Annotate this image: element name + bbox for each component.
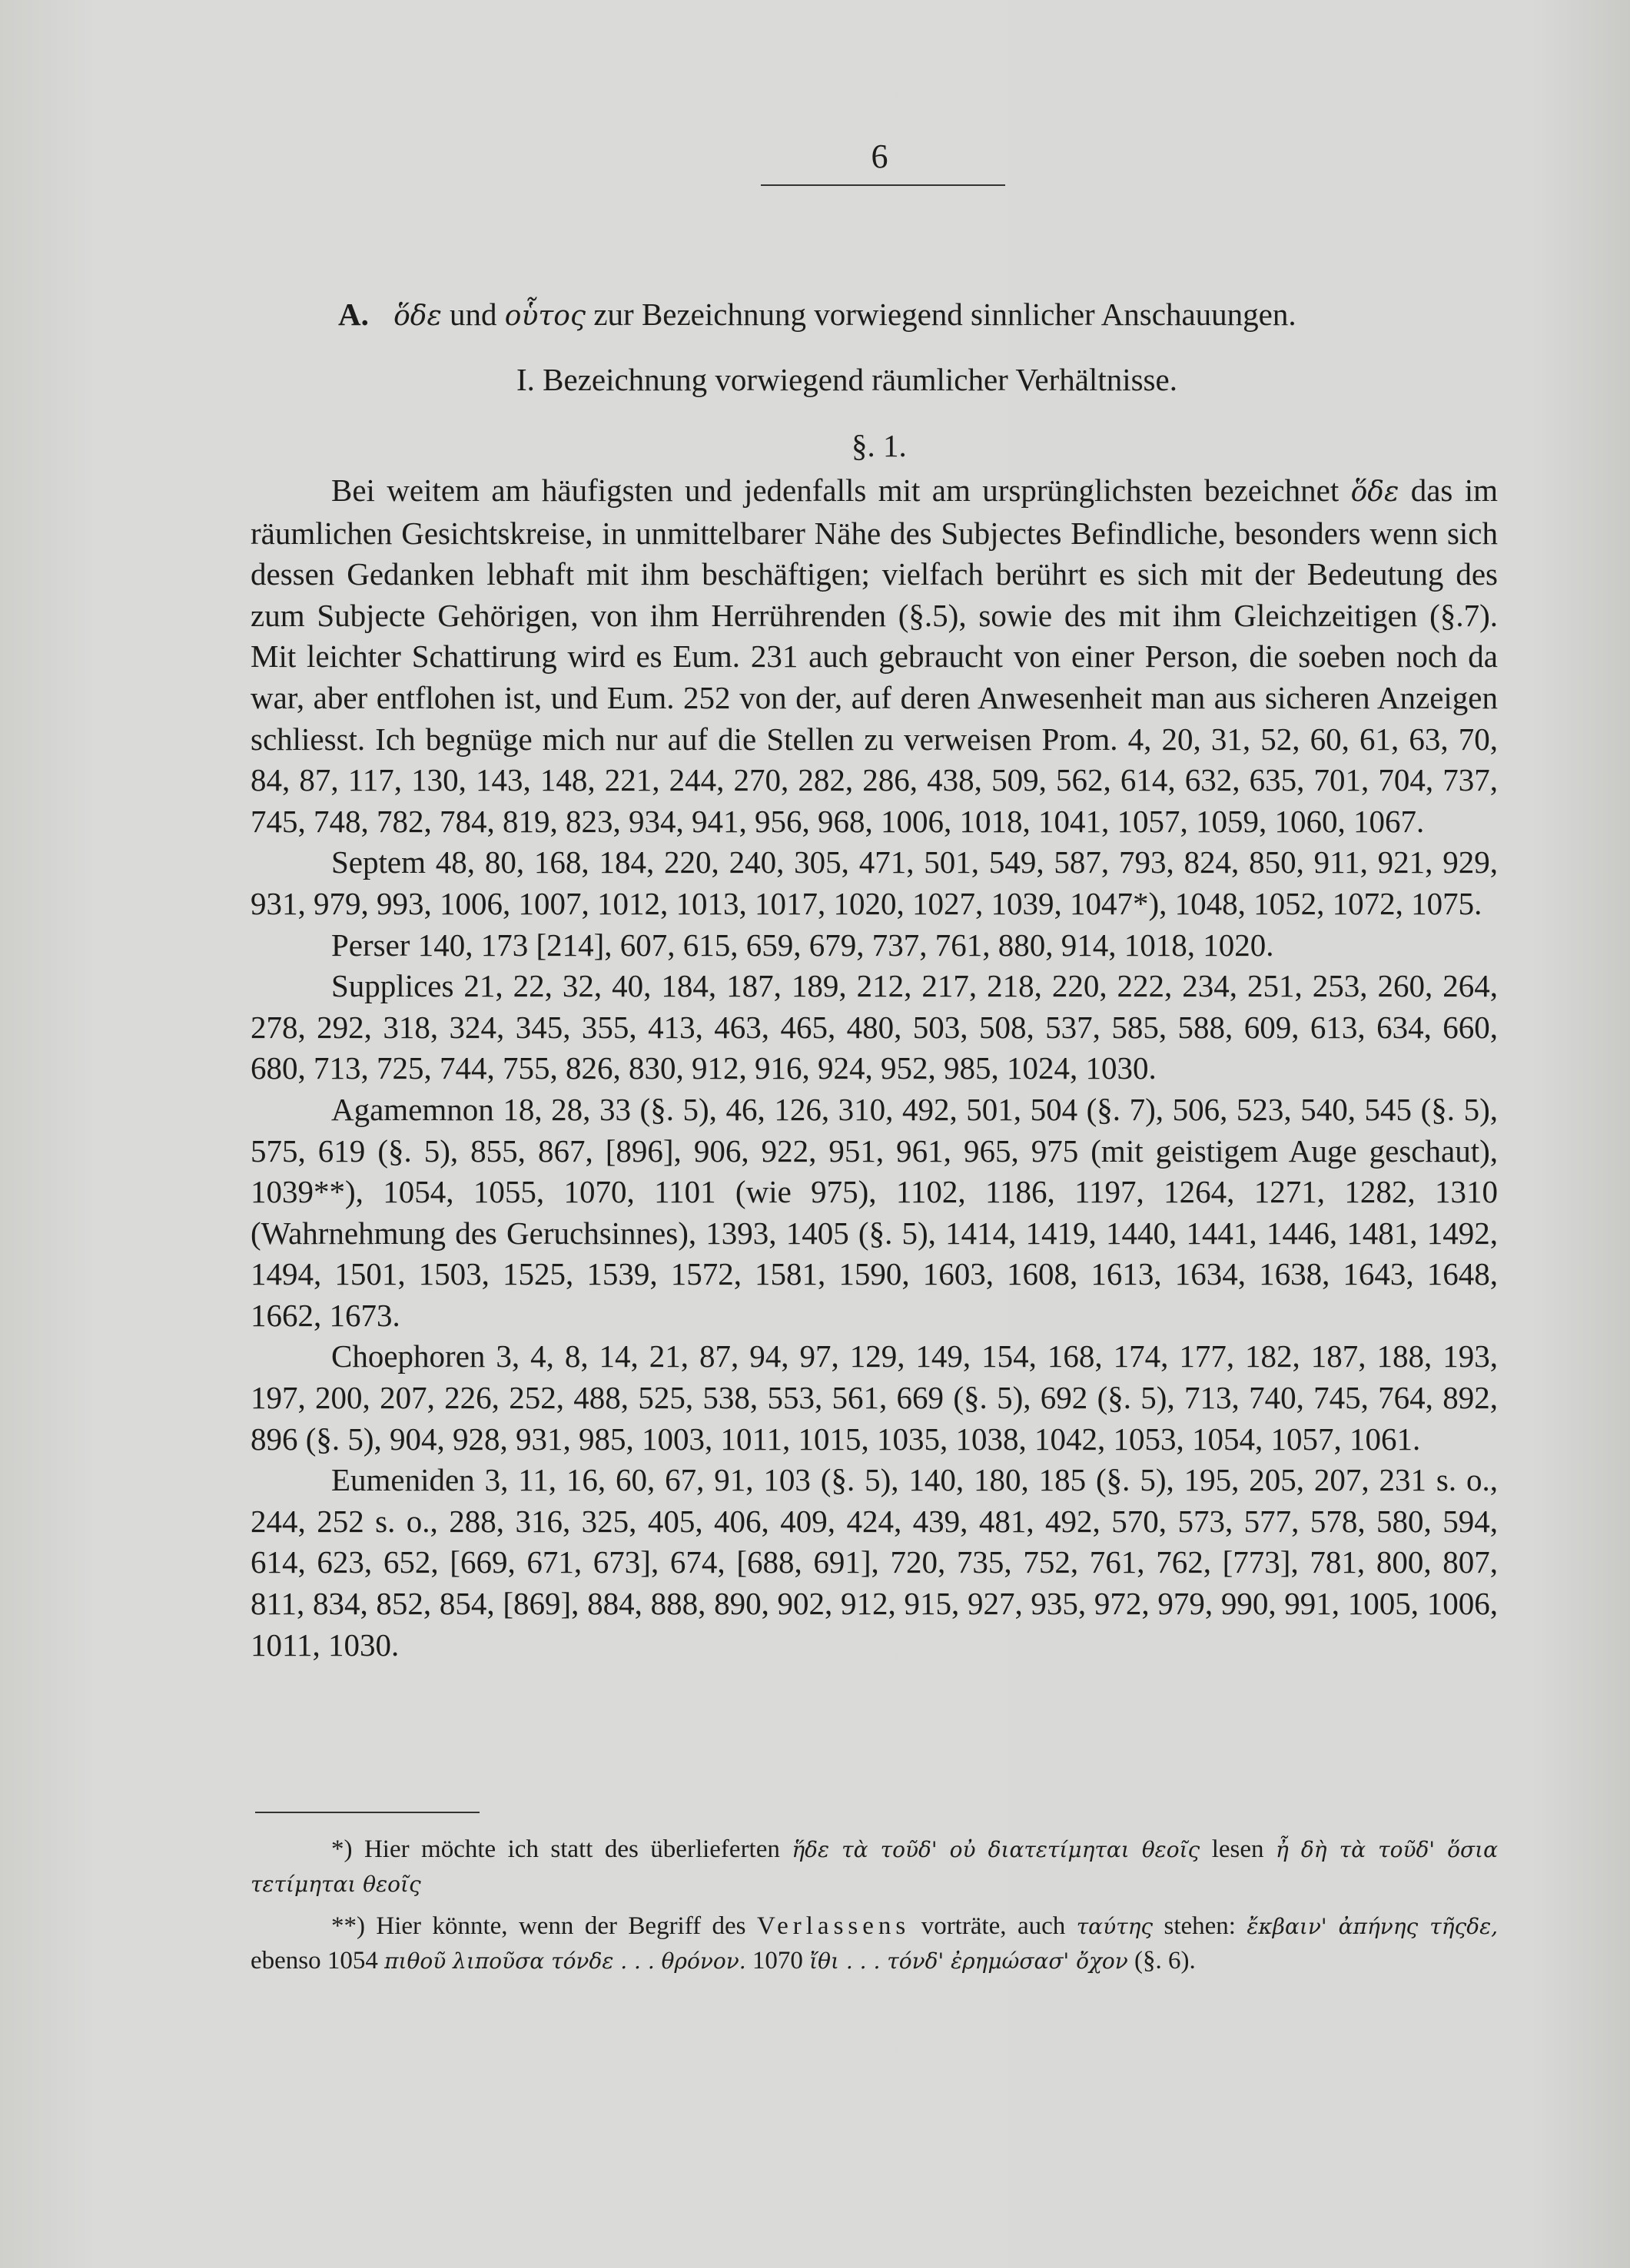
paragraph-agamemnon: Agamemnon 18, 28, 33 (§. 5), 46, 126, 310, 492, 501, 504 (§. 7), 506, 523, 540, 545 (§. 5), 575, 619 (§. 5), 855, 867, [896], 906, 922, 951, 961, 965, 975 (mit geistigem Auge geschaut), 1039**), 1054, 1055, 1070, 1101 (wie 975), 1102, 1186, 1197, 1264, 1271, 1282, 1310 (Wahrnehmung des Geruchsinnes), 1393, 1405 (§. 5), 1414, 1419, 1440, 1441, 1446, 1481, 1492, 1494, 1501, 1503, 1525, 1539, 1572, 1581, 1590, 1603, 1608, 1613, 1634, 1638, 1643, 1648, 1662, 1673.: [251, 1091, 1498, 1333]
heading-greek-hode: ὅδε: [393, 300, 442, 332]
fn1-greek-b: ἦ δὴ τὰ τοῦδ' ὅσια τετίμηται θεοῖς: [251, 1837, 1499, 1897]
fn1-greek-a: ἥδε τὰ τοῦδ' οὐ διατετίμηται θεοῖς: [792, 1837, 1200, 1862]
fn2-greek-a: ταύτης: [1076, 1914, 1154, 1939]
paragraph-intro: [251, 470, 1498, 842]
fn2-text-b: vorträte, auch: [921, 1912, 1066, 1940]
header-rule: [761, 184, 1005, 186]
paragraph-choephoren: Choephoren 3, 4, 8, 14, 21, 87, 94, 97, 129, 149, 154, 168, 174, 177, 182, 187, 188, 193, 197, 200, 207, 226, 252, 488, 525, 538, 553, 561, 669 (§. 5), 692 (§. 5), 713, 740, 745, 764, 892, 896 (§. 5), 904, 928, 931, 985, 1003, 1011, 1015, 1035, 1038, 1042, 1053, 1054, 1057, 1061.: [251, 1338, 1498, 1457]
chapter-heading: [338, 296, 1429, 333]
heading-und: und: [450, 297, 497, 332]
intro-greek: ὅδε: [1350, 476, 1399, 508]
page-number: 6: [871, 138, 889, 175]
fn2-text-d: ebenso 1054: [251, 1947, 378, 1975]
heading-letter: A.: [338, 297, 369, 332]
section-heading: I. Bezeichnung vorwiegend räumlicher Verhältnisse.: [516, 362, 1177, 397]
fn2-greek-b: ἔκβαιν' ἀπήνης τῆςδε,: [1247, 1914, 1499, 1939]
fn2-text-f: (§. 6).: [1134, 1947, 1196, 1975]
footnote-2: [251, 1909, 1498, 1978]
fn2-greek-c: πιθοῦ λιποῦσα τόνδε . . . θρόνον.: [384, 1948, 746, 1974]
fn2-greek-d: ἴθι . . . τόνδ' ἐρημώσασ' ὄχον: [809, 1948, 1128, 1974]
footnote-1: [251, 1832, 1498, 1902]
heading-rest: zur Bezeichnung vorwiegend sinnlicher Anschauungen.: [593, 297, 1296, 332]
paragraph-supplices: Supplices 21, 22, 32, 40, 184, 187, 189, 212, 217, 218, 220, 222, 234, 251, 253, 260, 264, 278, 292, 318, 324, 345, 355, 413, 463, 465, 480, 503, 508, 537, 585, 588, 609, 613, 634, 660, 680, 713, 725, 744, 755, 826, 830, 912, 916, 924, 952, 985, 1024, 1030.: [251, 968, 1498, 1086]
heading-greek-houtos: οὗτος: [504, 300, 586, 332]
fn1-text-a: *) Hier möchte ich statt des überlieferten: [331, 1835, 780, 1863]
paragraph-eumeniden: Eumeniden 3, 11, 16, 60, 67, 91, 103 (§. 5), 140, 180, 185 (§. 5), 195, 205, 207, 231 s. o., 244, 252 s. o., 288, 316, 325, 405, 406, 409, 424, 439, 481, 492, 570, 573, 577, 578, 580, 594, 614, 623, 652, [669, 671, 673], 674, [688, 691], 720, 735, 752, 761, 762, [773], 781, 800, 807, 811, 834, 852, 854, [869], 884, 888, 890, 902, 912, 915, 927, 935, 972, 979, 990, 991, 1005, 1006, 1011, 1030.: [251, 1462, 1498, 1663]
body-text: [251, 470, 1498, 1666]
fn2-text-a: **) Hier könnte, wenn der Begriff des: [331, 1912, 746, 1940]
intro-text-a: Bei weitem am häufigsten und jedenfalls mit am ursprünglichsten bezeichnet: [331, 472, 1340, 508]
paragraph-section-number: §. 1.: [852, 428, 907, 463]
fn2-text-e: 1070: [752, 1947, 803, 1975]
paragraph-perser: Perser 140, 173 [214], 607, 615, 659, 679, 737, 761, 880, 914, 1018, 1020.: [331, 927, 1274, 963]
fn2-text-c: stehen:: [1164, 1912, 1236, 1940]
fn1-text-b: lesen: [1211, 1835, 1264, 1863]
footnote-rule: [255, 1812, 480, 1813]
paragraph-septem: Septem 48, 80, 168, 184, 220, 240, 305, 471, 501, 549, 587, 793, 824, 850, 911, 921, 929, 931, 979, 993, 1006, 1007, 1012, 1013, 1017, 1020, 1027, 1039, 1047*), 1048, 1052, 1072, 1075.: [251, 844, 1498, 921]
intro-text-b: das im räumlichen Gesichtskreise, in unmittelbarer Nähe des Subjectes Befindliche, besonders wenn sich dessen Gedanken lebhaft mit ihm beschäftigen; vielfach berührt es sich mit der Bedeutung des zum Subjecte Gehörigen, von ihm Herrührenden (§.5), sowie des mit ihm Gleichzeitigen (§.7). Mit leichter Schattirung wird es Eum. 231 auch gebraucht von einer Person, die soeben noch da war, aber entflohen ist, und Eum. 252 von der, auf deren Anwesenheit man aus sicheren Anzeigen schliesst. Ich begnüge mich nur auf die Stellen zu verweisen Prom. 4, 20, 31, 52, 60, 61, 63, 70, 84, 87, 117, 130, 143, 148, 221, 244, 270, 282, 286, 438, 509, 562, 614, 632, 635, 701, 704, 737, 745, 748, 782, 784, 819, 823, 934, 941, 956, 968, 1006, 1018, 1041, 1057, 1059, 1060, 1067.: [251, 472, 1499, 839]
footnotes: [251, 1832, 1498, 1986]
fn2-spaced: Verlassens: [756, 1912, 911, 1940]
